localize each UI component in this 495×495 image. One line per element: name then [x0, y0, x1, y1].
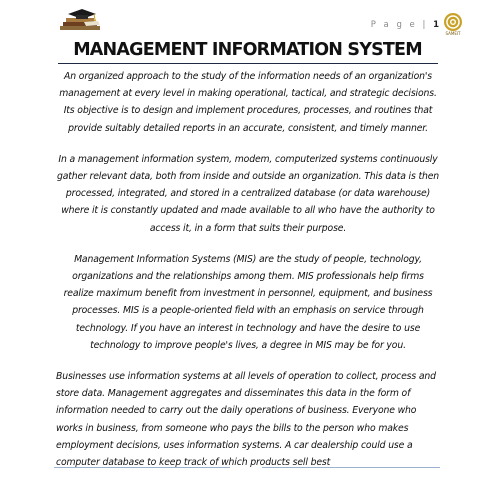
gold-seal-logo-icon — [441, 12, 465, 38]
paragraph-definition: An organized approach to the study of the information needs of an organization's management at every level in making operational, tactical, and strategic decisions. Its objective is to design and implement procedures, processes, and routines that provide suitably detailed reports in an accurate, consistent, and timely manner. — [59, 71, 437, 134]
page-number-value: 1 — [433, 20, 439, 30]
page-title: MANAGEMENT INFORMATION SYSTEM — [73, 40, 422, 60]
graduation-cap-books-icon — [58, 6, 104, 32]
title-underline — [58, 63, 438, 64]
logo-caption: SAMEIT — [445, 31, 461, 36]
page-label: P a g e — [370, 20, 418, 30]
paragraph-business-use: Businesses use information systems at all levels of operation to collect, process and store data. Management aggregates and disseminates this data in the form of information needed to carry out the daily operations of business. Everyone who works in business, from someone who pays the bills to the person who makes employment decisions, uses information systems. A car dealership could use a computer database to keep track of which products sell best — [56, 371, 436, 469]
paragraph-mis-study: Management Information Systems (MIS) are the study of people, technology, organizations and the relationships among them. MIS professionals help firms realize maximum benefit from investment in personnel, equipment, and business processes. MIS is a people-oriented field with an emphasis on service through technology. If you have an interest in technology and have the desire to use technology to improve people's lives, a degree in MIS may be for you. — [63, 253, 433, 351]
document-body — [56, 68, 440, 485]
paragraph-computerized-systems: In a management information system, modem, computerized systems continuously gather relevant data, both from inside and outside an organization. This data is then processed, integrated, and stored in a centralized database (or data warehouse) where it is constantly updated and made available to all who have the authority to access it, in a form that suits their purpose. — [56, 153, 440, 234]
footer-rule-right — [262, 467, 440, 468]
page-number — [371, 20, 439, 30]
page-separator: | — [422, 20, 428, 30]
page-header — [0, 0, 495, 40]
footer-rule-left — [54, 467, 230, 468]
